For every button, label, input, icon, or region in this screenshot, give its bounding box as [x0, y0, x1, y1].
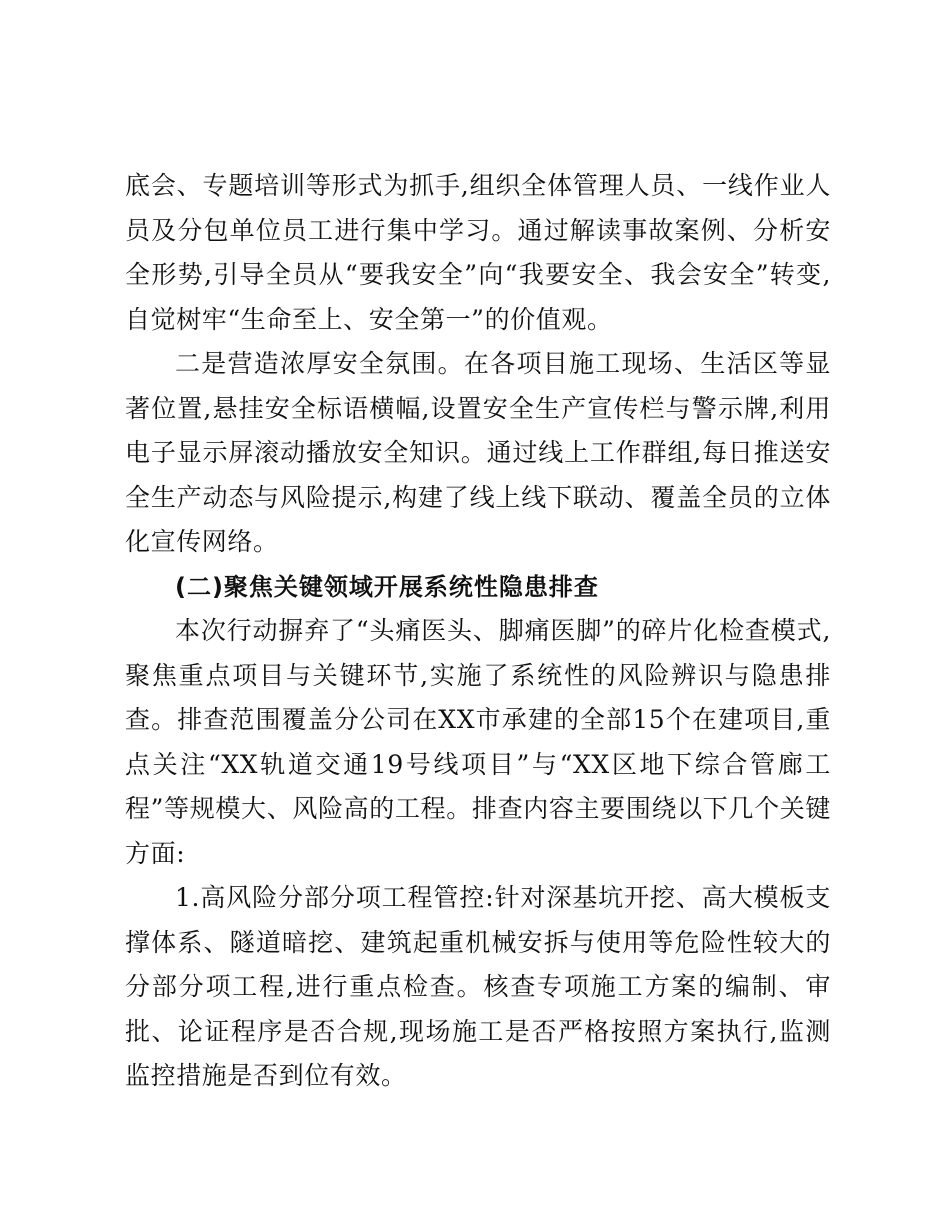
document-body: [125, 164, 831, 1099]
paragraph-safety-atmosphere: 二是营造浓厚安全氛围。在各项目施工现场、生活区等显著位置,悬挂安全标语横幅,设置安全生产宣传栏与警示牌,利用电子显示屏滚动播放安全知识。通过线上工作群组,每日推送安全生产动态与风险提示,构建了线上线下联动、覆盖全员的立体化宣传网络。: [125, 349, 831, 556]
paragraph-continuation: 底会、专题培训等形式为抓手,组织全体管理人员、一线作业人员及分包单位员工进行集中学习。通过解读事故案例、分析安全形势,引导全员从“要我安全”向“我要安全、我会安全”转变,自觉树牢“生命至上、安全第一”的价值观。: [125, 171, 831, 334]
paragraph-hazard-inspection: 本次行动摒弃了“头痛医头、脚痛医脚”的碎片化检查模式,聚焦重点项目与关键环节,实施了系统性的风险辨识与隐患排查。排查范围覆盖分公司在XX市承建的全部15个在建项目,重点关注“XX轨道交通19号线项目”与“XX区地下综合管廊工程”等规模大、风险高的工程。排查内容主要围绕以下几个关键方面:: [125, 616, 831, 868]
section-heading: (二)聚焦关键领域开展系统性隐患排查: [175, 572, 599, 601]
paragraph-high-risk-control: 1.高风险分部分项工程管控:针对深基坑开挖、高大模板支撑体系、隧道暗挖、建筑起重机械安拆与使用等危险性较大的分部分项工程,进行重点检查。核查专项施工方案的编制、审批、论证程序是否合规,现场施工是否严格按照方案执行,监测监控措施是否到位有效。: [125, 883, 831, 1090]
